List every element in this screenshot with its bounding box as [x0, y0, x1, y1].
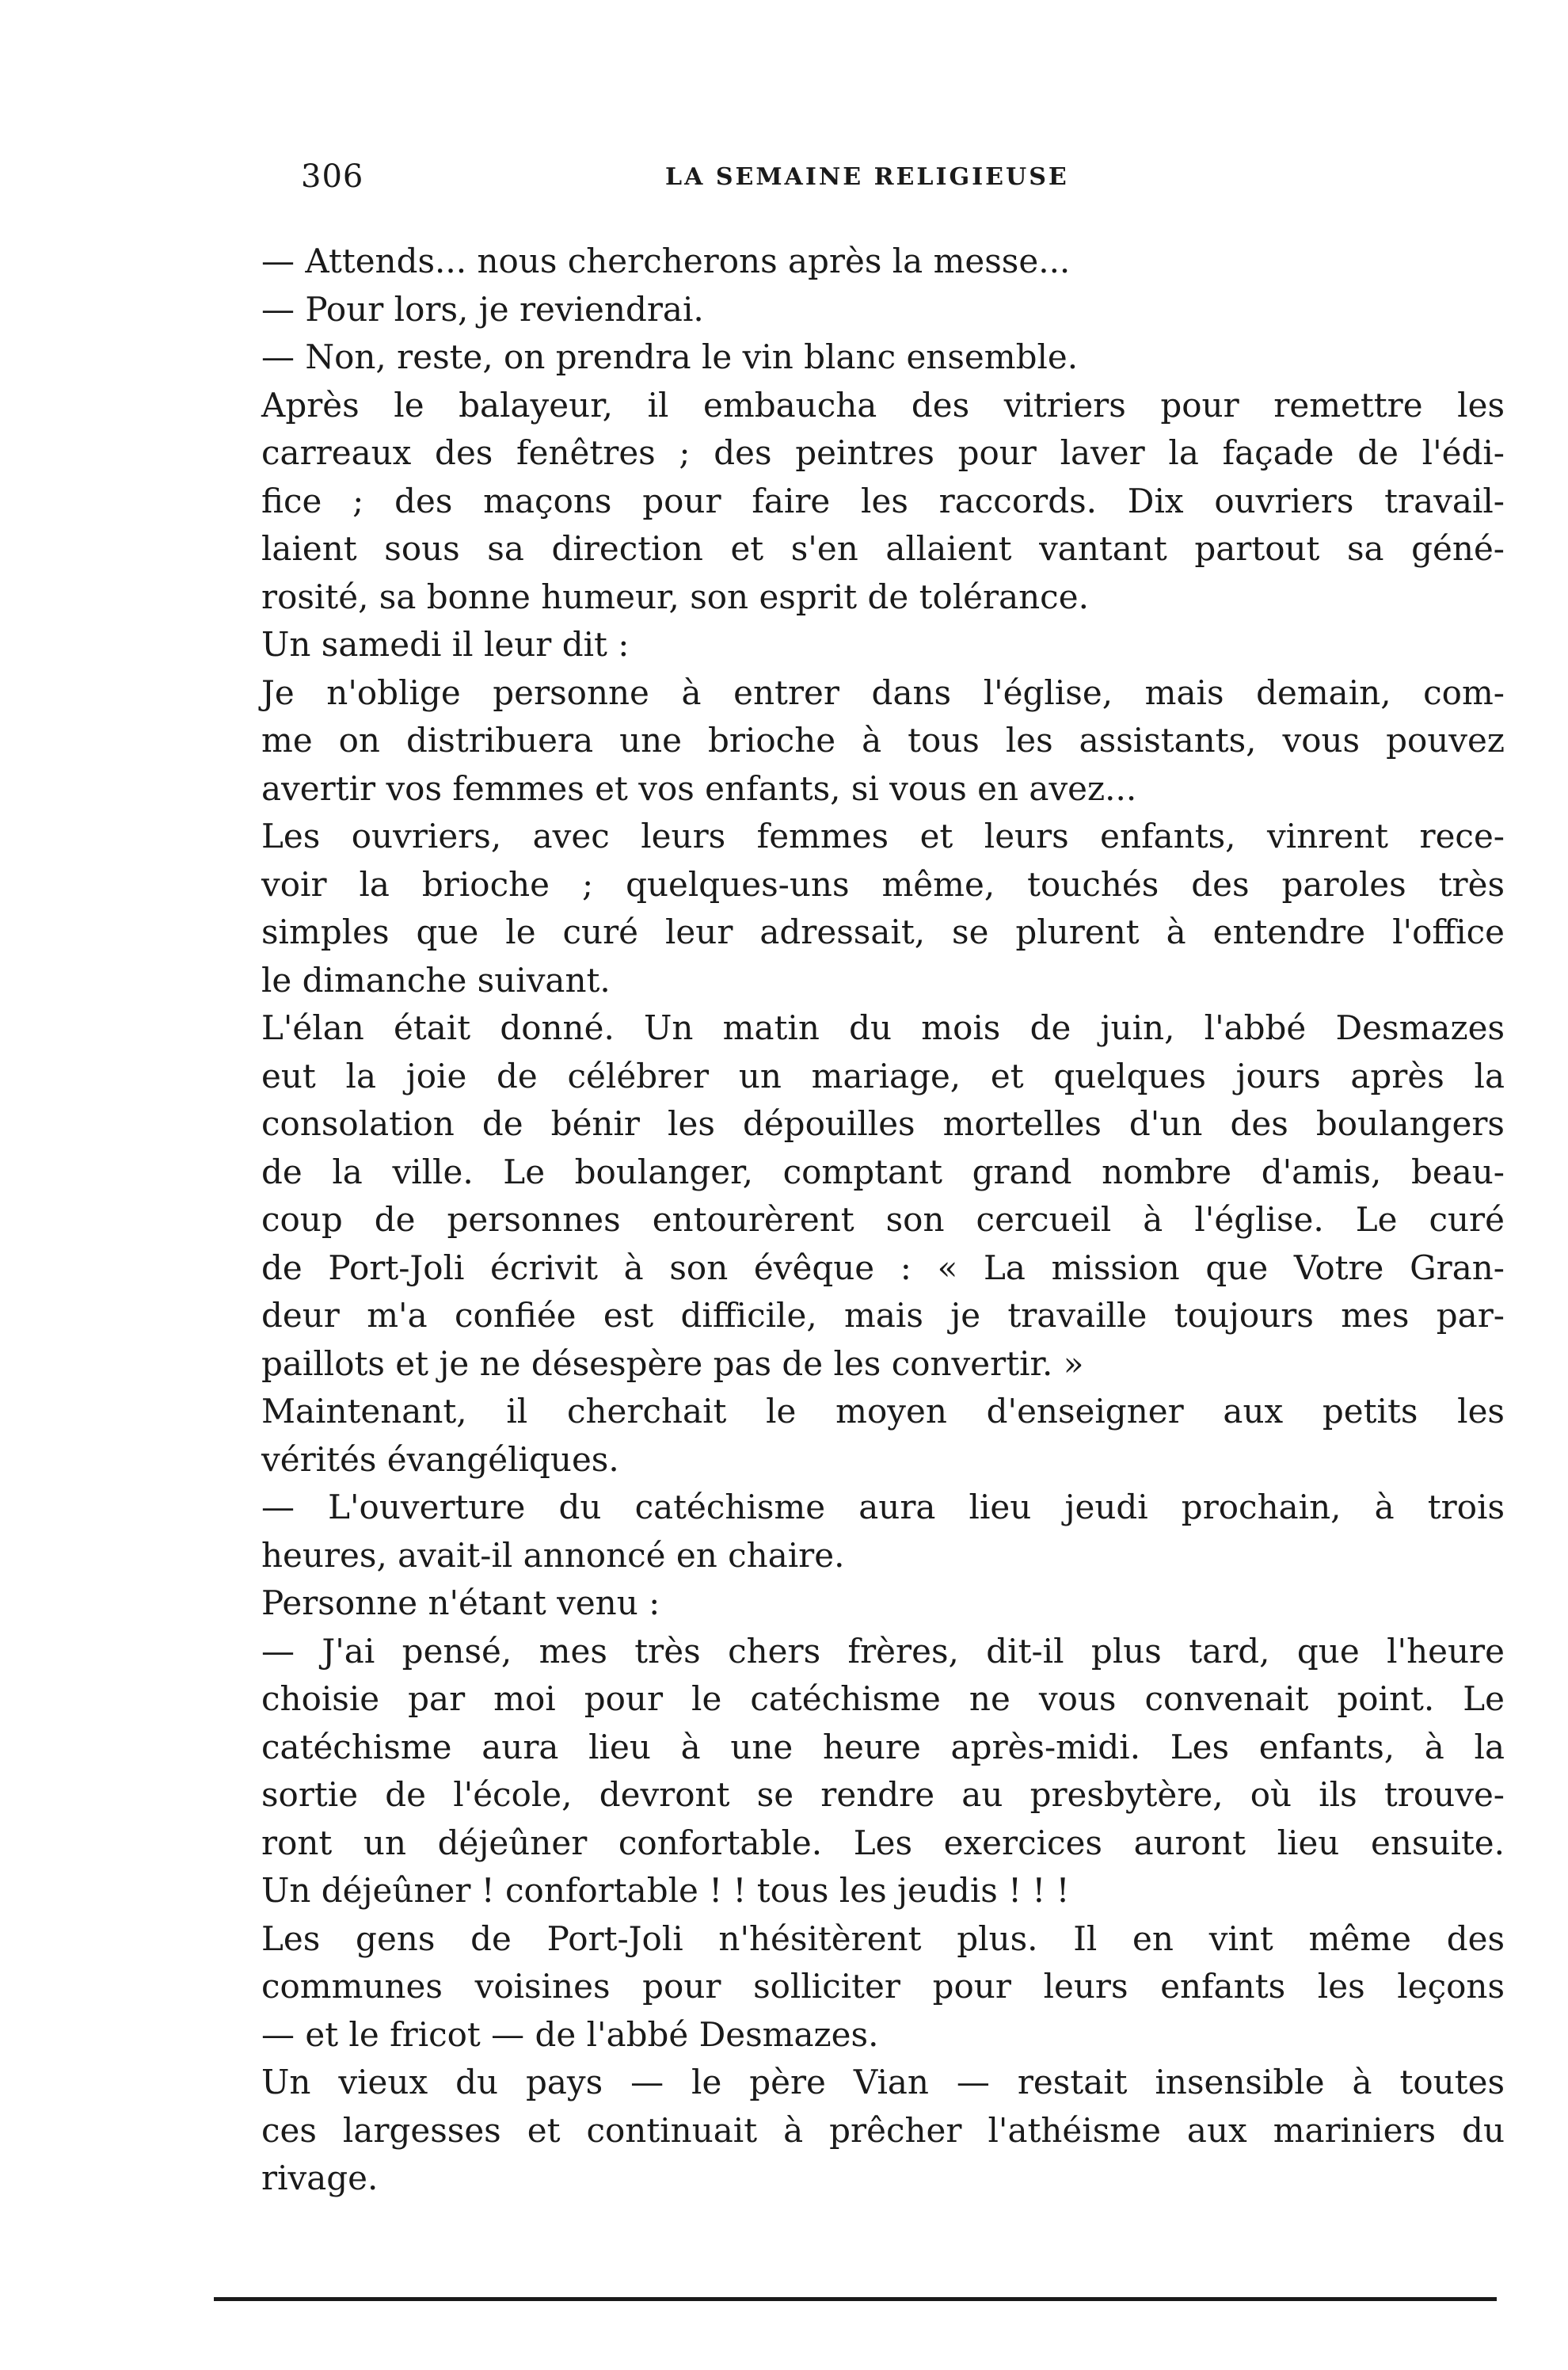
text-line: carreaux des fenêtres ; des peintres pour laver la façade de l'édi- [261, 433, 1505, 472]
text-line: eut la joie de célébrer un mariage, et quelques jours après la [261, 1056, 1505, 1095]
text-line: simples que le curé leur adressait, se plurent à entendre l'office [261, 913, 1505, 951]
text-line: heures, avait-il annoncé en chaire. [261, 1535, 845, 1575]
text-line: ront un déjeûner confortable. Les exercices auront lieu ensuite. [261, 1823, 1505, 1862]
body-text [261, 238, 1505, 2203]
text-line: laient sous sa direction et s'en allaient vantant partout sa géné- [261, 529, 1505, 568]
text-line: rivage. [261, 2159, 379, 2197]
text-line: Personne n'étant venu : [261, 1583, 660, 1622]
text-line: Après le balayeur, il embaucha des vitriers pour remettre les [261, 385, 1505, 425]
text-line: voir la brioche ; quelques-uns même, touchés des paroles très [261, 864, 1505, 904]
running-title: LA SEMAINE RELIGIEUSE [665, 163, 1069, 191]
text-line: de la ville. Le boulanger, comptant grand nombre d'amis, beau- [261, 1152, 1505, 1191]
page-number: 306 [301, 158, 364, 195]
text-line: communes voisines pour solliciter pour leurs enfants les leçons [261, 1967, 1505, 2006]
text-line: fice ; des maçons pour faire les raccords. Dix ouvriers travail- [261, 481, 1505, 520]
text-line: Les ouvriers, avec leurs femmes et leurs enfants, vinrent rece- [261, 817, 1505, 855]
text-line: — et le fricot — de l'abbé Desmazes. [261, 2014, 879, 2054]
text-line: le dimanche suivant. [261, 960, 611, 1000]
text-line: Les gens de Port-Joli n'hésitèrent plus. Il en vint même des [261, 1918, 1505, 1958]
text-line: de Port-Joli écrivit à son évêque : « La mission que Votre Gran- [261, 1248, 1505, 1287]
text-line: — Pour lors, je reviendrai. [261, 289, 704, 329]
text-line: — Non, reste, on prendra le vin blanc ensemble. [261, 337, 1079, 376]
text-line: Je n'oblige personne à entrer dans l'église, mais demain, com- [261, 673, 1505, 712]
bottom-rule [214, 2297, 1497, 2301]
text-line: ces largesses et continuait à prêcher l'athéisme aux mariniers du [261, 2110, 1505, 2150]
text-line: Maintenant, il cherchait le moyen d'enseigner aux petits les [261, 1392, 1505, 1431]
text-line: sortie de l'école, devront se rendre au presbytère, où ils trouve- [261, 1775, 1505, 1814]
text-line: L'élan était donné. Un matin du mois de juin, l'abbé Desmazes [261, 1008, 1505, 1047]
text-line: vérités évangéliques. [261, 1439, 619, 1479]
text-line: choisie par moi pour le catéchisme ne vous convenait point. Le [261, 1679, 1505, 1718]
text-line: consolation de bénir les dépouilles mortelles d'un des boulangers [261, 1104, 1505, 1143]
text-line: me on distribuera une brioche à tous les assistants, vous pouvez [261, 721, 1505, 760]
text-line: avertir vos femmes et vos enfants, si vous en avez... [261, 768, 1137, 808]
text-line: Un samedi il leur dit : [261, 625, 630, 664]
text-line: rosité, sa bonne humeur, son esprit de tolérance. [261, 577, 1089, 616]
text-line: Un déjeûner ! confortable ! ! tous les jeudis ! ! ! [261, 1871, 1070, 1910]
text-line: — J'ai pensé, mes très chers frères, dit-il plus tard, que l'heure [261, 1631, 1505, 1671]
text-line: paillots et je ne désespère pas de les convertir. » [261, 1343, 1084, 1383]
text-line: — Attends... nous chercherons après la messe... [261, 242, 1071, 280]
text-line: Un vieux du pays — le père Vian — restait insensible à toutes [261, 2063, 1505, 2101]
text-line: — L'ouverture du catéchisme aura lieu jeudi prochain, à trois [261, 1488, 1505, 1526]
text-line: catéchisme aura lieu à une heure après-midi. Les enfants, à la [261, 1727, 1505, 1766]
running-head [301, 158, 1473, 206]
text-line: coup de personnes entourèrent son cercueil à l'église. Le curé [261, 1200, 1505, 1239]
text-line: deur m'a confiée est difficile, mais je travaille toujours mes par- [261, 1296, 1505, 1335]
